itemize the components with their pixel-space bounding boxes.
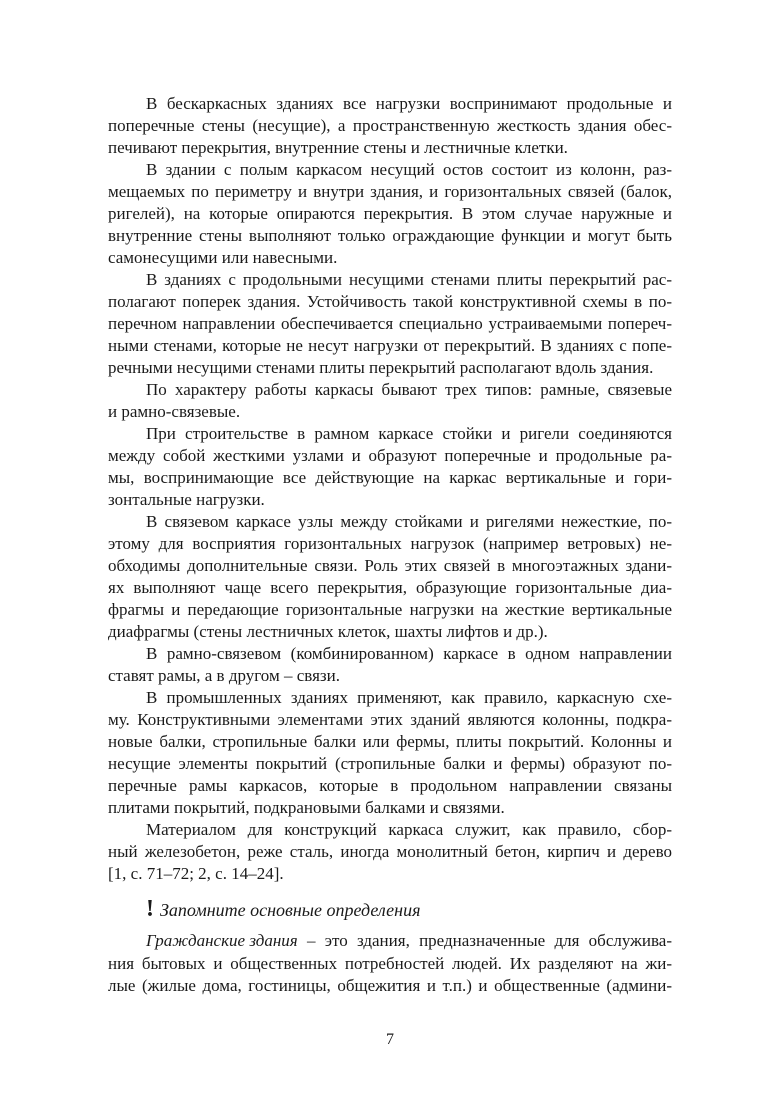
definition-line: лые (жилые дома, гостиницы, общежития и т.п.) и общественные (админи- [108, 976, 672, 995]
paragraph [108, 379, 672, 423]
paragraph [108, 93, 672, 159]
page-number: 7 [386, 1030, 394, 1048]
text-line: му. Конструктивными элементами этих зданий являются колонны, подкра- [108, 710, 672, 729]
text-line: В бескаркасных зданиях все нагрузки воспринимают продольные и [146, 94, 672, 113]
text-line: мы, воспринимающие все действующие на каркас вертикальные и гори- [108, 468, 672, 487]
text-line: ях выполняют чаще всего перекрытия, образующие горизонтальные диа- [108, 578, 672, 597]
text-line: обходимы дополнительные связи. Роль этих связей в многоэтажных здани- [108, 556, 672, 575]
text-line: В рамно-связевом (комбинированном) каркасе в одном направлении [146, 644, 672, 663]
text-line: В связевом каркасе узлы между стойками и ригелями нежесткие, по- [146, 512, 672, 531]
text-line: плитами покрытий, подкрановыми балками и связями. [108, 798, 505, 817]
definition-first-line [108, 930, 672, 953]
definition-line: ния бытовых и общественных потребностей людей. Их разделяют на жи- [108, 953, 672, 973]
paragraph [108, 687, 672, 819]
text-line: перечном направлении обеспечивается специально устраиваемыми попереч- [108, 314, 672, 333]
text-line: самонесущими или навесными. [108, 248, 338, 267]
section-heading [146, 895, 672, 924]
definition-term: Гражданские здания [146, 931, 298, 950]
text-line: поперечные стены (несущие), а пространственную жесткость здания обес- [108, 116, 672, 135]
paragraph [108, 423, 672, 511]
text-line: перечные рамы каркасов, которые в продольном направлении связаны [108, 776, 672, 795]
text-line: При строительстве в рамном каркасе стойки и ригели соединяются [146, 424, 672, 443]
text-line: полагают поперек здания. Устойчивость такой конструктивной схемы в по- [108, 292, 672, 311]
text-line: ный железобетон, реже сталь, иногда монолитный бетон, кирпич и дерево [108, 842, 672, 861]
definitions [108, 930, 672, 998]
text-line: этому для восприятия горизонтальных нагрузок (например ветровых) не- [108, 534, 672, 553]
heading-title: Запомните основные определения [160, 900, 421, 920]
paragraph [108, 269, 672, 379]
text-line: между собой жесткими узлами и образуют поперечные и продольные ра- [108, 446, 672, 465]
text-line: речными несущими стенами плиты перекрытий располагают вдоль здания. [108, 358, 654, 377]
definition-text: – это здания, предназначенные для обслужива- [297, 931, 672, 950]
paragraph [108, 819, 672, 885]
text-line: [1, с. 71–72; 2, с. 14–24]. [108, 864, 284, 883]
text-line: диафрагмы (стены лестничных клеток, шахты лифтов и др.). [108, 622, 548, 641]
text-line: В здании с полым каркасом несущий остов состоит из колонн, раз- [146, 160, 672, 179]
text-line: В промышленных зданиях применяют, как правило, каркасную схе- [146, 688, 672, 707]
paragraph [108, 511, 672, 643]
text-line: ными стенами, которые не несут нагрузки от перекрытий. В зданиях с попе- [108, 336, 672, 355]
text-line: ставят рамы, а в другом – связи. [108, 666, 340, 685]
text-line: ригелей), на которые опираются перекрытия. В этом случае наружные и [108, 204, 672, 223]
text-line: фрагмы и передающие горизонтальные нагрузки на жесткие вертикальные [108, 600, 672, 619]
text-line: зонтальные нагрузки. [108, 490, 265, 509]
text-line: По характеру работы каркасы бывают трех типов: рамные, связевые [146, 380, 672, 399]
text-line: печивают перекрытия, внутренние стены и лестничные клетки. [108, 138, 568, 157]
paragraph [108, 643, 672, 687]
body-text [108, 93, 672, 885]
text-line: новые балки, стропильные балки или фермы, плиты покрытий. Колонны и [108, 732, 672, 751]
text-line: Материалом для конструкций каркаса служит, как правило, сбор- [146, 820, 672, 839]
exclamation-icon: ! [146, 896, 154, 922]
paragraph [108, 159, 672, 269]
text-line: несущие элементы покрытий (стропильные балки и фермы) образуют по- [108, 754, 672, 773]
text-line: В зданиях с продольными несущими стенами плиты перекрытий рас- [146, 270, 672, 289]
text-line: и рамно-связевые. [108, 402, 241, 421]
text-line: внутренние стены выполняют только ограждающие функции и могут быть [108, 226, 672, 245]
text-line: мещаемых по периметру и внутри здания, и горизонтальных связей (балок, [108, 182, 672, 201]
